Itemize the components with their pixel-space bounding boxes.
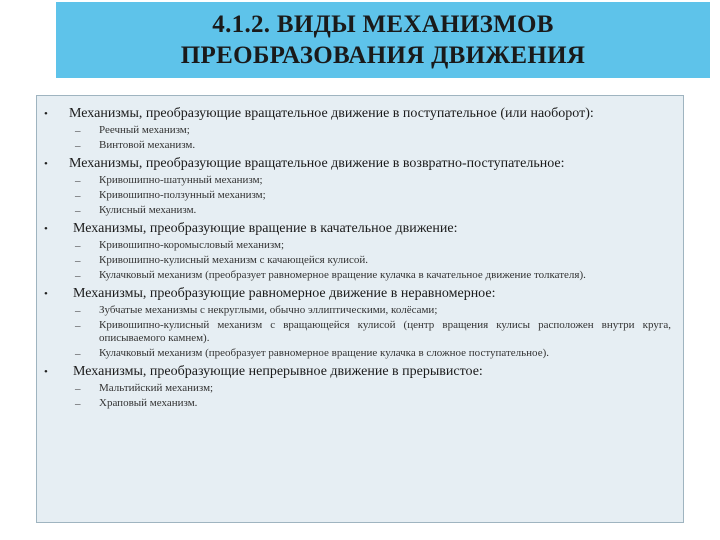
bullet-icon: •: [44, 288, 48, 300]
dash-icon: –: [75, 270, 81, 282]
dash-icon: –: [75, 175, 81, 187]
content-panel: [36, 95, 684, 523]
sub-item: [37, 189, 683, 202]
list-item: [37, 106, 683, 122]
dash-icon: –: [75, 240, 81, 252]
sub-item: [37, 397, 683, 410]
list-item: [37, 221, 683, 237]
dash-icon: –: [75, 205, 81, 217]
mechanism-list: [37, 106, 683, 410]
title-banner: [56, 2, 710, 78]
sub-item-text: Кулачковый механизм (преобразует равномерное вращение кулачка в сложное поступательное).: [99, 347, 549, 359]
sub-item-text: Храповый механизм.: [99, 397, 198, 409]
dash-icon: –: [75, 348, 81, 360]
sub-item: [37, 304, 683, 317]
dash-icon: –: [75, 305, 81, 317]
sub-item: [37, 269, 683, 282]
sub-item-text: Кривошипно-кулисный механизм с вращающейся кулисой (центр вращения кулисы расположен внутри круга, описываемого камнем).: [99, 319, 671, 344]
sub-item: [37, 254, 683, 267]
sub-item-text: Реечный механизм;: [99, 124, 190, 136]
title-line-2: ПРЕОБРАЗОВАНИЯ ДВИЖЕНИЯ: [180, 42, 586, 69]
sub-item: [37, 204, 683, 217]
dash-icon: –: [75, 255, 81, 267]
dash-icon: –: [75, 398, 81, 410]
sub-item: [37, 239, 683, 252]
item-heading: Механизмы, преобразующие вращательное движение в возвратно-поступательное:: [69, 156, 565, 171]
list-item: [37, 286, 683, 302]
sub-item-text: Кривошипно-ползунный механизм;: [99, 189, 266, 201]
item-heading: Механизмы, преобразующие вращательное движение в поступательное (или наоборот):: [69, 106, 594, 121]
bullet-icon: •: [44, 158, 48, 170]
list-item: [37, 364, 683, 380]
list-item: [37, 156, 683, 172]
dash-icon: –: [75, 190, 81, 202]
item-heading: Механизмы, преобразующие равномерное движение в неравномерное:: [73, 286, 496, 301]
sub-item-text: Зубчатые механизмы с некруглыми, обычно эллиптическими, колёсами;: [99, 304, 438, 316]
sub-item-text: Кривошипно-коромысловый механизм;: [99, 239, 285, 251]
bullet-icon: •: [44, 108, 48, 120]
sub-item-text: Винтовой механизм.: [99, 139, 196, 151]
sub-item: [37, 347, 683, 360]
item-heading: Механизмы, преобразующие непрерывное движение в прерывистое:: [73, 364, 483, 379]
title-line-1: 4.1.2. ВИДЫ МЕХАНИЗМОВ: [212, 11, 554, 38]
sub-item: [37, 139, 683, 152]
dash-icon: –: [75, 140, 81, 152]
bullet-icon: •: [44, 366, 48, 378]
sub-item-text: Кулачковый механизм (преобразует равномерное вращение кулачка в качательное движение толкателя).: [99, 269, 586, 281]
item-heading: Механизмы, преобразующие вращение в качательное движение:: [73, 221, 458, 236]
sub-item-text: Кулисный механизм.: [99, 204, 197, 216]
dash-icon: –: [75, 320, 81, 332]
sub-item: [37, 319, 683, 345]
dash-icon: –: [75, 125, 81, 137]
sub-item: [37, 124, 683, 137]
dash-icon: –: [75, 383, 81, 395]
sub-item: [37, 382, 683, 395]
sub-item: [37, 174, 683, 187]
sub-item-text: Кривошипно-шатунный механизм;: [99, 174, 263, 186]
bullet-icon: •: [44, 223, 48, 235]
sub-item-text: Мальтийский механизм;: [99, 382, 214, 394]
sub-item-text: Кривошипно-кулисный механизм с качающейся кулисой.: [99, 254, 369, 266]
